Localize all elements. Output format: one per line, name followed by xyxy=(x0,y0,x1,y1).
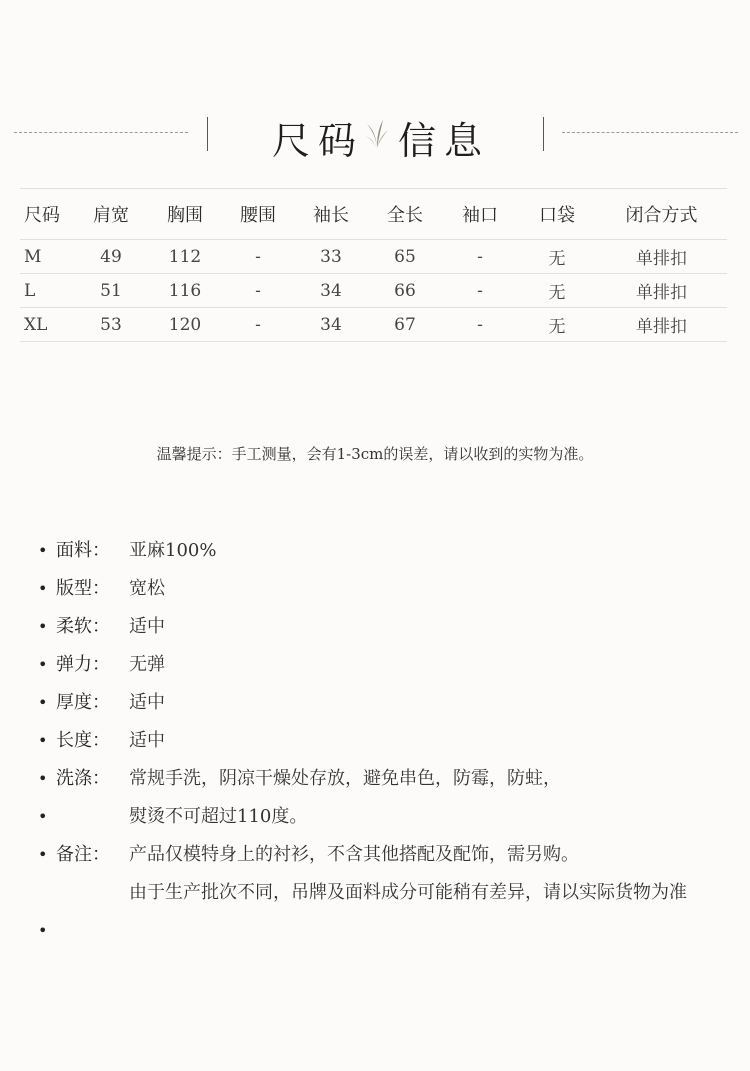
table-cell: 51 xyxy=(74,274,148,308)
list-item xyxy=(36,608,746,646)
table-cell: 单排扣 xyxy=(596,308,727,342)
table-row xyxy=(20,240,727,274)
table-cell: 无 xyxy=(518,308,596,342)
table-cell: - xyxy=(442,274,518,308)
spec-label: 洗涤： xyxy=(56,768,110,789)
title-part-1: 尺码 xyxy=(272,119,365,163)
spec-value: 熨烫不可超过110度。 xyxy=(129,806,308,827)
list-item xyxy=(36,760,746,798)
spec-list xyxy=(36,532,746,950)
table-cell: 单排扣 xyxy=(596,274,727,308)
spec-value: 适中 xyxy=(129,730,165,751)
spec-value: 亚麻100% xyxy=(129,540,217,561)
title-part-2: 信息 xyxy=(398,119,491,163)
table-cell: 单排扣 xyxy=(596,240,727,274)
spec-value: 常规手洗，阴凉干燥处存放，避免串色，防霉，防蛀， xyxy=(129,768,561,789)
header-pocket: 口袋 xyxy=(518,189,596,240)
list-item xyxy=(36,912,746,950)
spec-label: 长度： xyxy=(56,730,110,751)
table-cell: 116 xyxy=(148,274,222,308)
section-header xyxy=(0,100,750,170)
spec-value: 适中 xyxy=(129,616,165,637)
table-cell: 67 xyxy=(368,308,442,342)
header-sleeve-length: 袖长 xyxy=(294,189,368,240)
list-item xyxy=(36,646,746,684)
spec-value: 宽松 xyxy=(129,578,165,599)
table-cell: 无 xyxy=(518,274,596,308)
list-item xyxy=(36,798,746,836)
dotted-divider-left xyxy=(14,132,188,133)
table-cell: 33 xyxy=(294,240,368,274)
bullet: • xyxy=(38,807,48,826)
size-table xyxy=(20,188,727,342)
header-waist: 腰围 xyxy=(222,189,294,240)
bullet: • xyxy=(38,579,48,598)
table-cell: - xyxy=(442,308,518,342)
bullet: • xyxy=(38,921,48,940)
bullet: • xyxy=(38,655,48,674)
bullet: • xyxy=(38,617,48,636)
table-cell: 66 xyxy=(368,274,442,308)
measurement-tip: 温馨提示：手工测量，会有1-3cm的误差，请以收到的实物为准。 xyxy=(156,445,594,463)
table-header-row xyxy=(20,189,727,240)
header-size: 尺码 xyxy=(20,189,74,240)
spec-label: 弹力： xyxy=(56,654,110,675)
list-item xyxy=(36,532,746,570)
spec-label: 厚度： xyxy=(56,692,110,713)
table-cell: 65 xyxy=(368,240,442,274)
list-item xyxy=(36,836,746,874)
dotted-divider-right xyxy=(562,132,738,133)
grass-leaf-icon xyxy=(364,118,390,150)
table-cell: 49 xyxy=(74,240,148,274)
spec-label: 柔软： xyxy=(56,616,110,637)
table-row xyxy=(20,308,727,342)
list-item xyxy=(36,722,746,760)
header-chest: 胸围 xyxy=(148,189,222,240)
header-cuff: 袖口 xyxy=(442,189,518,240)
table-cell: 53 xyxy=(74,308,148,342)
vertical-bar-right xyxy=(543,117,544,151)
vertical-bar-left xyxy=(207,117,208,151)
bullet: • xyxy=(38,693,48,712)
header-total-length: 全长 xyxy=(368,189,442,240)
table-cell: - xyxy=(222,308,294,342)
spec-value: 由于生产批次不同，吊牌及面料成分可能稍有差异，请以实际货物为准 xyxy=(129,882,687,903)
header-shoulder: 肩宽 xyxy=(74,189,148,240)
list-item xyxy=(36,570,746,608)
table-cell: 34 xyxy=(294,274,368,308)
table-cell: - xyxy=(222,240,294,274)
table-cell: 34 xyxy=(294,308,368,342)
spec-label: 版型： xyxy=(56,578,110,599)
bullet: • xyxy=(38,769,48,788)
spec-label: 备注： xyxy=(56,844,110,865)
bullet: • xyxy=(38,845,48,864)
table-cell: 无 xyxy=(518,240,596,274)
spec-value: 产品仅模特身上的衬衫，不含其他搭配及配饰，需另购。 xyxy=(129,844,579,865)
table-cell: 112 xyxy=(148,240,222,274)
bullet: • xyxy=(38,541,48,560)
table-cell: 120 xyxy=(148,308,222,342)
table-cell: - xyxy=(222,274,294,308)
bullet: • xyxy=(38,731,48,750)
table-cell: XL xyxy=(20,308,74,342)
table-row xyxy=(20,274,727,308)
table-cell: - xyxy=(442,240,518,274)
spec-value: 适中 xyxy=(129,692,165,713)
header-closure: 闭合方式 xyxy=(596,189,727,240)
table-cell: M xyxy=(20,240,74,274)
spec-label: 面料： xyxy=(56,540,110,561)
spec-value: 无弹 xyxy=(129,654,165,675)
list-item xyxy=(36,874,746,912)
list-item xyxy=(36,684,746,722)
table-cell: L xyxy=(20,274,74,308)
